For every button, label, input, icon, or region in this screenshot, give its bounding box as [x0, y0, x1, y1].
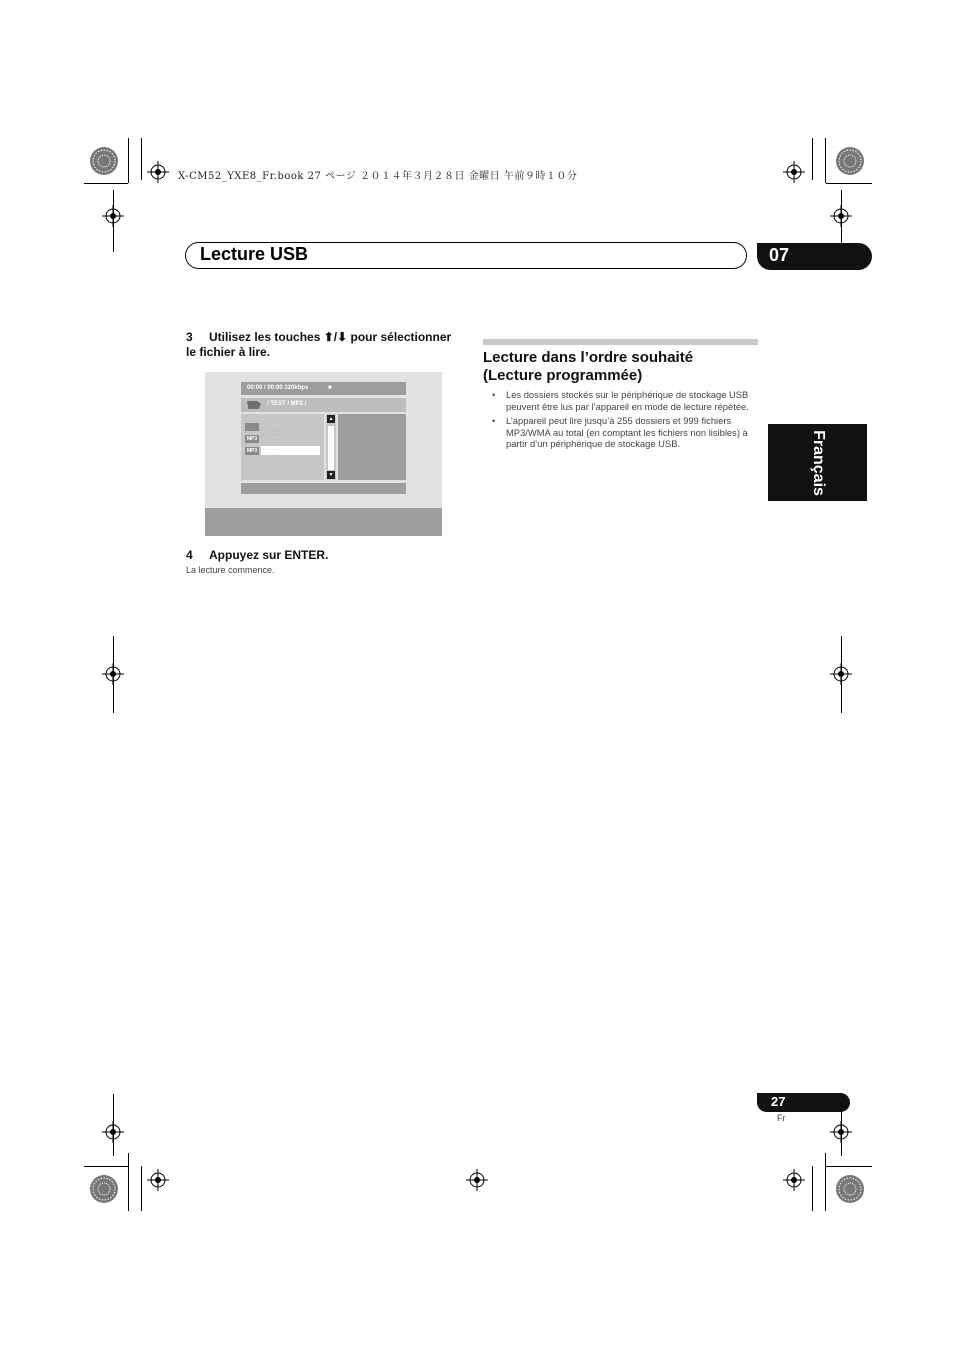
list-item: [490, 415, 762, 450]
registration-fan-icon: [89, 146, 119, 176]
crop-line: [825, 138, 826, 183]
section-rule: [483, 339, 758, 345]
crop-line: [812, 1166, 813, 1211]
list-item[interactable]: [241, 446, 324, 456]
bullet-list: [490, 389, 762, 453]
step-text: Utilisez les touches: [209, 330, 324, 344]
registration-crosshair-icon: [783, 1169, 805, 1191]
step-text: le fichier à lire.: [186, 345, 271, 359]
mp3-icon: MP3: [246, 448, 258, 454]
language-code: Fr: [777, 1113, 786, 1123]
status-bar: [241, 382, 406, 395]
print-info: X-CM52_YXE8_Fr.book 27 ページ ２０１４年３月２８日 金曜日 午前９時１０分: [178, 171, 578, 182]
info-strip: [241, 483, 406, 494]
playback-status: 00:00 / 00:00 320kbps: [247, 385, 309, 391]
section-title: [483, 349, 763, 385]
section-title-line: (Lecture programmée): [483, 367, 643, 384]
bullet-icon: •: [492, 415, 496, 426]
crop-line: [826, 1166, 872, 1167]
registration-crosshair-icon: [147, 161, 169, 183]
step-number: 4: [186, 548, 193, 562]
stop-icon: ■: [328, 385, 332, 391]
crop-line: [825, 1153, 826, 1211]
scroll-up-icon[interactable]: ▲: [328, 416, 334, 422]
step-number: 3: [186, 330, 193, 344]
list-item[interactable]: [241, 434, 324, 444]
bullet-icon: •: [492, 389, 496, 400]
language-tab: [768, 424, 867, 501]
crop-line: [812, 138, 813, 180]
folder-icon: [245, 423, 259, 431]
crop-line: [113, 636, 114, 713]
scroll-thumb[interactable]: [328, 426, 334, 470]
step-text: Appuyez sur ENTER.: [209, 548, 329, 562]
crop-line: [128, 1153, 129, 1211]
scrollbar[interactable]: [326, 414, 336, 480]
step-text: pour sélectionner: [347, 330, 452, 344]
registration-crosshair-icon: [147, 1169, 169, 1191]
list-item[interactable]: [241, 422, 324, 432]
list-item: [490, 389, 762, 412]
step-note: La lecture commence.: [186, 565, 275, 575]
crop-line: [128, 138, 129, 183]
crop-line: [84, 183, 128, 184]
crop-line: [141, 1166, 142, 1211]
file-name: - - - -: [263, 447, 281, 453]
crop-line: [826, 183, 872, 184]
file-list: [241, 414, 324, 480]
registration-fan-icon: [89, 1174, 119, 1204]
arrow-keys-icon: ⬆/⬇: [323, 330, 348, 344]
crop-line: [113, 190, 114, 252]
mp3-icon: MP3: [246, 436, 258, 442]
usb-browser-screen: [205, 372, 442, 536]
crop-line: [113, 1094, 114, 1156]
info-panel: [338, 414, 406, 480]
page-number: 27: [757, 1093, 850, 1112]
section-title-line: Lecture dans l’ordre souhaité: [483, 349, 694, 366]
folder-icon: [247, 401, 261, 409]
crop-line: [141, 138, 142, 180]
page-title: Lecture USB: [200, 244, 309, 264]
step-3: [186, 330, 466, 360]
file-name: - - - -: [263, 423, 281, 429]
folder-path: / TEST / MP3 /: [267, 401, 307, 407]
registration-crosshair-icon: [783, 161, 805, 183]
registration-fan-icon: [835, 146, 865, 176]
screen-footer: [205, 508, 442, 536]
bullet-text: L’appareil peut lire jusqu’à 255 dossiers et 999 fichiers MP3/WMA au total (en comptant les fichiers non lisibles) à partir d’un périphérique de stockage USB.: [506, 415, 748, 449]
chapter-badge: 07: [757, 243, 872, 270]
crop-line: [84, 1166, 128, 1167]
path-bar: [241, 398, 406, 412]
crop-line: [841, 636, 842, 713]
registration-crosshair-icon: [466, 1169, 488, 1191]
bullet-text: Les dossiers stockés sur le périphérique de stockage USB peuvent être lus par l’appareil en mode de lecture répétée.: [506, 389, 749, 412]
registration-fan-icon: [835, 1174, 865, 1204]
file-name: - - - -: [263, 435, 281, 441]
step-4: [186, 548, 328, 563]
scroll-down-icon[interactable]: ▼: [328, 472, 334, 478]
language-tab-label: Français: [809, 429, 827, 496]
